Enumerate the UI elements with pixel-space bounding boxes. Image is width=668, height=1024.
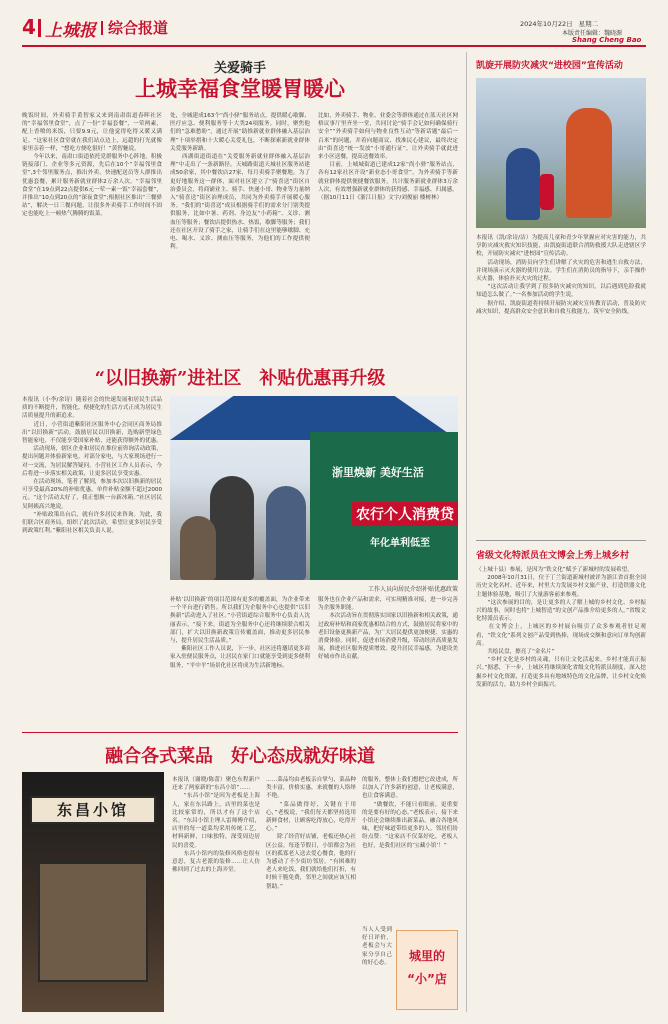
page-number: 4 xyxy=(22,15,36,39)
side-rule xyxy=(476,540,646,541)
person-figure xyxy=(266,486,306,580)
shop-sign-text: 东昌小馆 xyxy=(56,801,129,819)
weekday-text: 星期二 xyxy=(578,20,599,28)
side-article-body: （上城十县）参展，是因为“铁文化”赋予了新城村的发展希望。 2008年10月31日，位于丁兰街道新城村被评为浙江省首批全国历史文化名村。近年来，村里大力发展乡村文旅产业，打造铁器文化主题体验基地，吸引了大量游客前来参观。 “这次参展的目的，是让更多的人了解上城的乡村文化、乡村振兴的故事，同时也将“上城智造”的文创产品推介给更多的人。”省级文化特派员表示。 在文博会上，上城区的乡村展台吸引了众多参观者驻足观看，“铁文化”系列文创产品受到热捧，现场成交额和意向订单均创新高。 共绘民盘，擦亮了“金名片” “乡村文化是乡村的灵魂，只有让文化活起来，乡村才能真正振兴。”据悉，下一步，上城区将继续深化省级文化特派员制度，深入挖掘乡村文化资源，打造更多具有地域特色的文化品牌，让乡村文化焕发新的活力，助力乡村全面振兴。 xyxy=(476,567,646,688)
banner-text: 浙里焕新 美好生活 xyxy=(332,466,424,479)
fire-drill-photo xyxy=(476,78,646,228)
column-tag xyxy=(396,930,458,1010)
photo-caption: 工作人员向居民介绍补贴优惠政策 xyxy=(367,586,458,593)
article-title: 融合各式菜品 好心态成就好味道 xyxy=(105,746,375,767)
article-body-col2: ……菜品均由老板亲自掌勺，菜品种类丰富，价格实惠，来就餐的人络绎不绝。 “菜品做得好，关键在于用心，”老板说，“我们每天都坚持选用新鲜食材，让顾客吃得放心，吃得开心。” 除了经营好店铺，老板还热心社区公益。每逢节假日，小馆都会为社区的孤寡老人送去爱心餐食，他的行为感动了不少街坊邻居。“有困难的老人来吃饭，我们就给他们打折，有时候干脆免费，邻里之间就应该互相帮助。” xyxy=(266,777,356,890)
banner-text: 年化单利低至 xyxy=(370,538,430,549)
article-body-col3: 比如，外卖骑手、物业、业委会等群体通过在蓝天社区网格议事厅里齐坐一堂，共同讨论“骑手会记如何确保骑行安全”“外卖骑手如何与物业良性互动”等新话题“最后一百米”的问题，并着向题商议、找准民心建议，最终决定由“街喜送”统一发放“小哥通行证”，让外卖骑手就此进来小区送餐，提高送餐效率。 目前，上城城街道已建成12家“尚小驿”服务站点，各有12家社区开设“新业态小哥食堂”，为外卖骑手等新就业群体提供便捷餐饮服务，共计服务新就业群体3万余人次，有效增强新就业群体的获得感、幸福感、归属感。 （据10月11日《浙江日报》文字/刘俊丽 楼树林） xyxy=(318,113,458,202)
masthead-divider xyxy=(101,21,103,35)
article-body-col3: 服务也在企业产品和需求，可实现精准对接，进一步完善为企服务职能。 本次活动旨在贯彻落实国家以旧换新和相关政策，通过政府补贴和商家优惠相结合的方式，鼓励居民将家中的老旧设备更换新产品，为广大居民提供更加便捷、实惠的消费体验。同时，促进市场消费升级，带动经济高质量发展，推进社区服务提质增效、提升居民幸福感，为建设美好城市作出贡献。 xyxy=(318,597,458,661)
column-tag-line: 城里的 xyxy=(408,949,445,963)
paper-name: 上城报 xyxy=(45,21,96,41)
section-name: 综合报道 xyxy=(108,19,169,37)
person-figure xyxy=(180,516,216,580)
side-article-title: 省级文化特派员在文博会上秀上城乡村 xyxy=(476,551,630,561)
shop-sign xyxy=(30,796,156,824)
masthead-slogan: Shang Cheng Bao xyxy=(572,36,642,44)
side-article-body: 本报讯（凯/余诗/洁）为提高儿童和青少年掌握应对灾害的能力，共享防灾减灾救灾知识技能，由凯旋街道联合消防救援大队走进辖区学校，开展防灾减灾“进校园”宣传活动。 活动现场，消防员向学生们讲解了火灾的危害和逃生自救方法，并现场演示灭火器的使用方法。学生们在消防员的指导下，亲手操作灭火器，体验扑灭火灾的过程。 “这次活动让我学到了很多防灾减灾的知识，以后遇到危险我就知道怎么做了。”一名参加活动的学生说。 据介绍，凯旋街道将持续开展防灾减灾宣传教育活动，普及防灾减灾知识，提高群众安全意识和自救互救能力，筑牢安全防线。 xyxy=(476,235,646,315)
banner-text: 农行个人消费贷 xyxy=(352,502,458,526)
side-article-title: 凯旋开展防灾减灾“进校园”宣传活动 xyxy=(476,61,623,71)
issue-date xyxy=(520,19,598,28)
article-title: 上城幸福食堂暖胃暖心 xyxy=(135,76,345,101)
date-text: 2024年10月22日 xyxy=(520,20,573,28)
article-body-col2: 处，全城建成163个“尚小驿”服务站点，提供暖心歇脚、医疗应急、便利服务等十大类24项服务。同时，聚焦他们的“急难愁盼”，通过开展“助推新就业群体融入基层治理”十项举措和十大暖心关爱礼包，不断探索新就业群体关爱服务新路。 西湖街道街道在“关爱服务新就业群体融入基层治理”中走出了一条新路径。天城路街道天城社区服务站建成50余家，其中餐饮店27家，每月卖骑手聚餐地。为了更好地服务这一群体，面对社区建立了“骑喜送”街区自治委员会，将商铺业主、骑手、快递小哥、物业等力量纳入“骑喜送”街区治理成员，共同为外卖骑手开展暖心服务。“我们的“街喜送”成员根据骑手们的需求分门别类提供服务，比如中暑、药剂、身边友“小药箱”、义诊、测血压等服务；餐饮店提供热水、热饭，歇脚等服务；我们还在社区开设了骑手之家，让骑手们在这里能够歇脚、充电、喝水、义诊、测血压等服务，为他们的工作提供便利。 xyxy=(170,113,310,251)
column-tag-line: “小”店 xyxy=(407,972,447,986)
article-body-col3: 的服务，整体上我们想把它改进成，所以加入了许多新的创意，让老板满意，也让食客满意。 “做餐饮，不能只看眼前，更重要的是要有好的心态。”老板表示，接下来小馆还会继续推出新菜品，融合各地风味，把好味道带给更多的人。邻居们纷纷点赞：“这家店不仅菜好吃，老板人也好，是我们社区的‘宝藏小馆’！” xyxy=(362,777,458,849)
article-body-col2: 补贴‘以旧换新’的项目范围有更多的覆盖面，为企业带来一个平台进行销售。所以我们为企服务中心也提供“以旧换新”活动进入了社区。”小营街道综合服务中心负责人沈丽表示，“接下来，街道为全服务中心还将继续联合相关部门，扩大以旧换新政策宣传覆盖面，推动更多居民参与，提升居民生活品质。” 紫阳社区工作人员说，下一步，社区还将邀请更多商家入驻便民服务点，让居民在家门口就能享受到更多便利服务，“平中平”场景化社区将成为生活新地标。 xyxy=(170,597,310,669)
article-body-col1: 本报讯（小李/余诗）随着社会的快速发展和居民生活品质的不断提升，智能化、便捷化的生活方式正成为居民生活质量提升的新追求。 近日，小营街道紫阳社区服务中心会同区商务局推出“以旧换新”活动，鼓励居民以旧换新，选购新型绿色智能家电，不仅能享受国家补贴，还能获得额外的优惠。 活动现场，辖区企业和居民在推位前咨询活动政策，提出问题并体验新家电。对部分家电，与大家现场进行一对一交流，为居民解答疑问。小营社区工作人员表示，今后将进一步落实相关政策，让更多居民享受实惠。 在活动现场，笔者了解到，参加本次以旧换新的居民可享受最高20%的补贴优惠，单件补贴金额不超过2000元。“这个活动太好了，我正想换一台新冰箱。”社区居民吴阿姨高兴地说。 “补贴政策出台后，就有许多居民来咨询。为此，我们联合区商务局，组织了此次活动，希望让更多居民享受到政策红利。”紫阳社区相关负责人说。 xyxy=(22,397,162,535)
firefighter-figure xyxy=(566,108,612,218)
storefront-window xyxy=(38,862,148,982)
masthead-rule xyxy=(22,45,646,47)
community-event-photo xyxy=(170,396,458,580)
column-divider xyxy=(466,52,467,1012)
masthead-bar xyxy=(38,19,41,37)
person-figure xyxy=(210,476,254,580)
editor-credit: 本版责任编辑：魏晓源 xyxy=(562,30,623,37)
student-figure xyxy=(506,148,540,220)
article-body-col1: 晚饭时间，外卖骑手黄智家又来到南肃街道春晖社区的“幸福邻里食堂”，点了一份“幸福套餐”，一荤两素，配上香喷的米饭，只要9.9元，让他觉得吃得又暖又满足。“这家社区食堂就在我们站点边上，远超的打光就像家里亲着一样，“想吃方便吃很好！”黄智魅说。 今年以来，南肃口街道依托党群服务中心阵地，积极链接部门、企业等多元资源，先后在10个“幸福邻里食堂”,3个邻里服务点，推出外卖、快递配送员等人群推出优惠套餐，累计服务新就业群体2万余人次。“幸福邻里食堂”在19点到22点提供6元一荤一素一饭“幸福套餐”，并推出“10点到20点的“深夜食堂”;根据社区推出“三餐驿站”，解决一日三餐问题，让很多外卖骑手工作时间不固定也能吃上一顿热气腾腾的饭菜。 xyxy=(22,113,162,218)
section-rule xyxy=(22,732,458,733)
masthead xyxy=(0,0,668,46)
restaurant-sign-photo xyxy=(22,772,164,1012)
article-sub-col: 当人人受到好日评价，老板会与大家分享自己的好心态。 xyxy=(362,927,392,966)
article-body-col1: 本报讯（谢晓/陈蕾）聚色东程新户还来了两家新的“东昌小馆”…… “东昌小馆”是因为老板是上海人，家在东昌路上，店里的菜也是比较家常的，所以才有了这个店名。“东昌小馆主理人雷师傅介绍，店里的每一道菜均采用传统工艺，材料新鲜，口味独特，深受周边居民的喜爱。 东昌小馆内的装修风格也很有意思，复古老派的装修……让人仿佛回到了过去的上海弄堂。 xyxy=(172,777,260,874)
article-kicker: 关爱骑手 xyxy=(213,61,266,76)
fire-extinguisher xyxy=(540,174,554,210)
article-title: “以旧换新”进社区 补贴优惠再升级 xyxy=(94,368,386,389)
